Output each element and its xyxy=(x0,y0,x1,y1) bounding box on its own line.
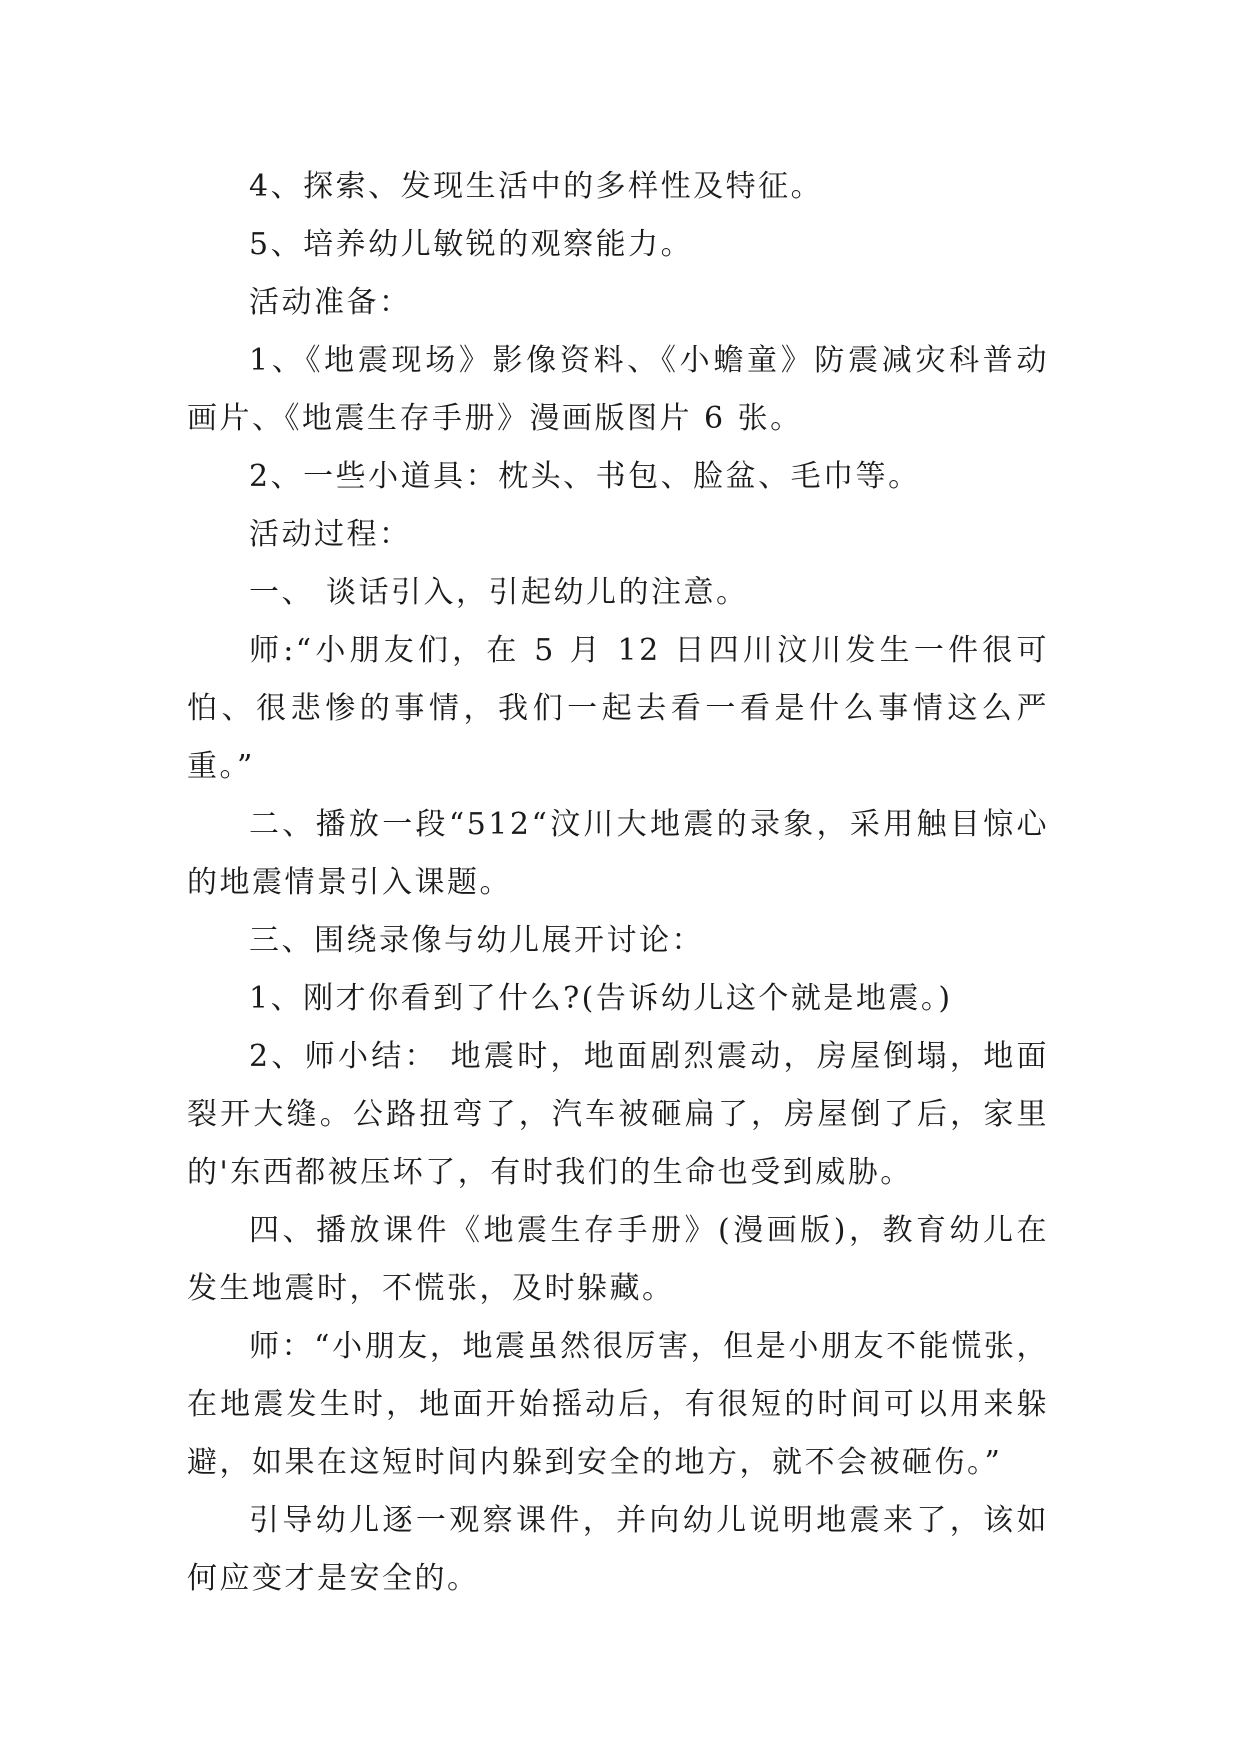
paragraph-step-1: 一、 谈话引入，引起幼儿的注意。 xyxy=(249,575,749,610)
document-body xyxy=(187,158,1049,1608)
paragraph-step-2: 二、播放一段“512“汶川大地震的录象，采用触目惊心的地震情景引入课题。 xyxy=(187,807,1049,900)
paragraph-step-4: 四、播放课件《地震生存手册》(漫画版)，教育幼儿在发生地震时，不慌张，及时躲藏。 xyxy=(187,1213,1049,1306)
paragraph-teacher-quote-1: 师:“小朋友们，在 5 月 12 日四川汶川发生一件很可怕、很悲惨的事情，我们一起去看一看是什么事情这么严重。” xyxy=(187,633,1049,784)
paragraph-preparation-2: 2、一些小道具：枕头、书包、脸盆、毛巾等。 xyxy=(249,459,921,494)
paragraph-objective-4: 4、探索、发现生活中的多样性及特征。 xyxy=(249,169,824,204)
heading-activity-preparation: 活动准备： xyxy=(249,285,412,320)
paragraph-objective-5: 5、培养幼儿敏锐的观察能力。 xyxy=(249,227,694,262)
heading-activity-process: 活动过程： xyxy=(249,517,412,552)
paragraph-discussion-1: 1、刚才你看到了什么?(告诉幼儿这个就是地震。) xyxy=(249,981,953,1016)
paragraph-guidance: 引导幼儿逐一观察课件，并向幼儿说明地震来了，该如何应变才是安全的。 xyxy=(187,1503,1049,1596)
paragraph-preparation-1: 1、《地震现场》影像资料、《小蟾童》防震减灾科普动画片、《地震生存手册》漫画版图片 6 张。 xyxy=(187,343,1049,436)
paragraph-discussion-2: 2、师小结： 地震时，地面剧烈震动，房屋倒塌，地面裂开大缝。公路扭弯了，汽车被砸扁了，房屋倒了后，家里的'东西都被压坏了，有时我们的生命也受到威胁。 xyxy=(187,1039,1049,1190)
paragraph-teacher-quote-2: 师：“小朋友，地震虽然很厉害，但是小朋友不能慌张，在地震发生时，地面开始摇动后，有很短的时间可以用来躲避，如果在这短时间内躲到安全的地方，就不会被砸伤。” xyxy=(187,1329,1049,1480)
paragraph-step-3: 三、围绕录像与幼儿展开讨论： xyxy=(249,923,704,958)
